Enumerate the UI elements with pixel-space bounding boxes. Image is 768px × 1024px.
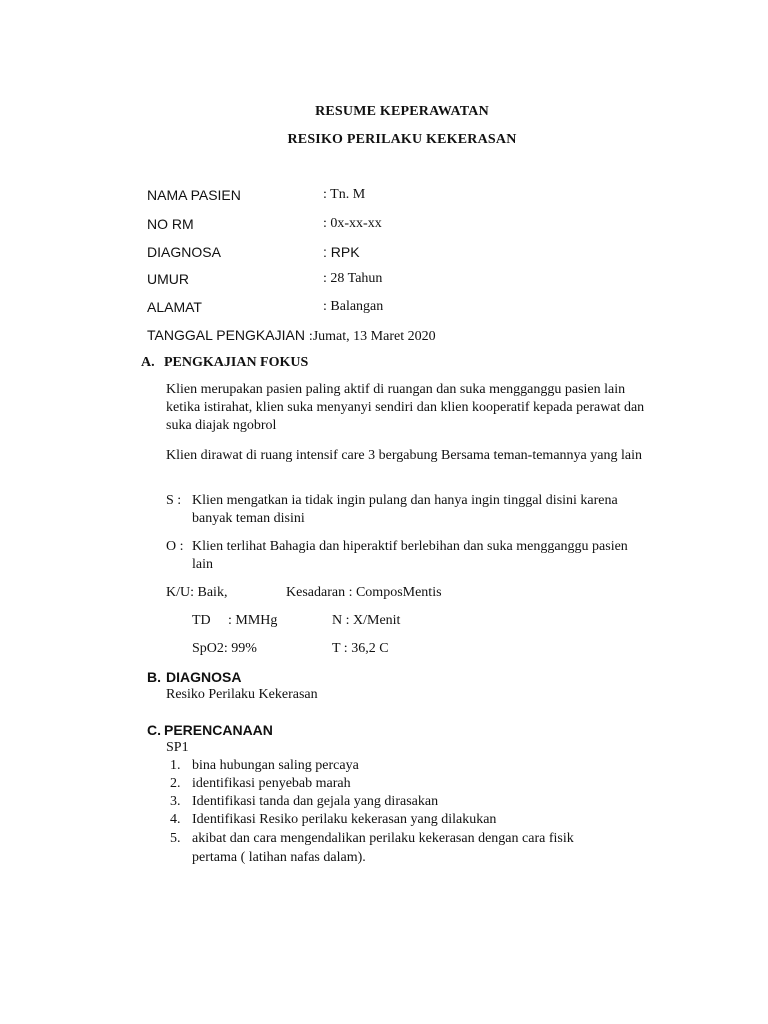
section-c-marker: C. [147, 722, 161, 738]
vital-td-value: : MMHg [228, 613, 278, 628]
section-c-title: PERENCANAAN [164, 722, 273, 738]
vital-td-label: TD [192, 613, 211, 628]
identity-label-diagnosa: DIAGNOSA [147, 244, 221, 260]
identity-value-norm: : 0x-xx-xx [323, 216, 382, 231]
sp1-label: SP1 [166, 740, 189, 755]
plan-item: identifikasi penyebab marah [192, 776, 351, 791]
identity-label-norm: NO RM [147, 216, 194, 232]
subjective-text: Klien mengatkan ia tidak ingin pulang dan hanya ingin tinggal disini karena banyak teman disini [192, 493, 618, 526]
vital-pulse: N : X/Menit [332, 613, 401, 628]
identity-label-alamat: ALAMAT [147, 299, 202, 315]
identity-label-umur: UMUR [147, 271, 189, 287]
subjective-label: S : [166, 493, 182, 508]
section-a-title: PENGKAJIAN FOKUS [164, 355, 309, 370]
plan-item-number: 4. [170, 812, 181, 827]
identity-value-umur: : 28 Tahun [323, 271, 383, 286]
consciousness: Kesadaran : ComposMentis [286, 585, 442, 600]
document-title: RESUME KEPERAWATAN [315, 104, 489, 119]
objective-text: Klien terlihat Bahagia dan hiperaktif berlebihan dan suka mengganggu pasien lain [192, 539, 628, 572]
identity-value-alamat: : Balangan [323, 299, 384, 314]
tanggal-value: :Jumat, 13 Maret 2020 [308, 329, 436, 344]
plan-item: Identifikasi Resiko perilaku kekerasan yang dilakukan [192, 812, 497, 827]
identity-value-nama: : Tn. M [323, 187, 366, 202]
section-a-marker: A. [141, 355, 155, 370]
plan-item-number: 1. [170, 758, 181, 773]
plan-item: Identifikasi tanda dan gejala yang dirasakan [192, 794, 439, 809]
section-a-paragraph-2: Klien dirawat di ruang intensif care 3 bergabung Bersama teman-temannya yang lain [166, 448, 642, 463]
objective-label: O : [166, 539, 184, 554]
section-b-title: DIAGNOSA [166, 669, 242, 685]
section-b-marker: B. [147, 669, 161, 685]
document-subtitle: RESIKO PERILAKU KEKERASAN [287, 132, 517, 147]
plan-item-number: 5. [170, 831, 181, 846]
section-b-text: Resiko Perilaku Kekerasan [166, 687, 318, 702]
plan-item: bina hubungan saling percaya [192, 758, 359, 773]
plan-item-number: 2. [170, 776, 181, 791]
vital-spo2: SpO2: 99% [192, 641, 257, 656]
section-a-paragraph-1: Klien merupakan pasien paling aktif di ruangan dan suka mengganggu pasien lain ketika istirahat, klien suka menyanyi sendiri dan klien kooperatif kepada perawat dan suka diajak ngobrol [166, 382, 645, 433]
tanggal-label: TANGGAL PENGKAJIAN [147, 327, 309, 343]
plan-item: akibat dan cara mengendalikan perilaku kekerasan dengan cara fisik [192, 831, 574, 846]
vital-temperature: T : 36,2 C [332, 641, 389, 656]
general-condition: K/U: Baik, [166, 585, 228, 600]
identity-label-nama: NAMA PASIEN [147, 187, 241, 203]
plan-item-number: 3. [170, 794, 181, 809]
identity-value-diagnosa: : RPK [323, 244, 360, 260]
tanggal-pengkajian [147, 326, 436, 346]
plan-item-continuation: pertama ( latihan nafas dalam). [192, 850, 366, 865]
